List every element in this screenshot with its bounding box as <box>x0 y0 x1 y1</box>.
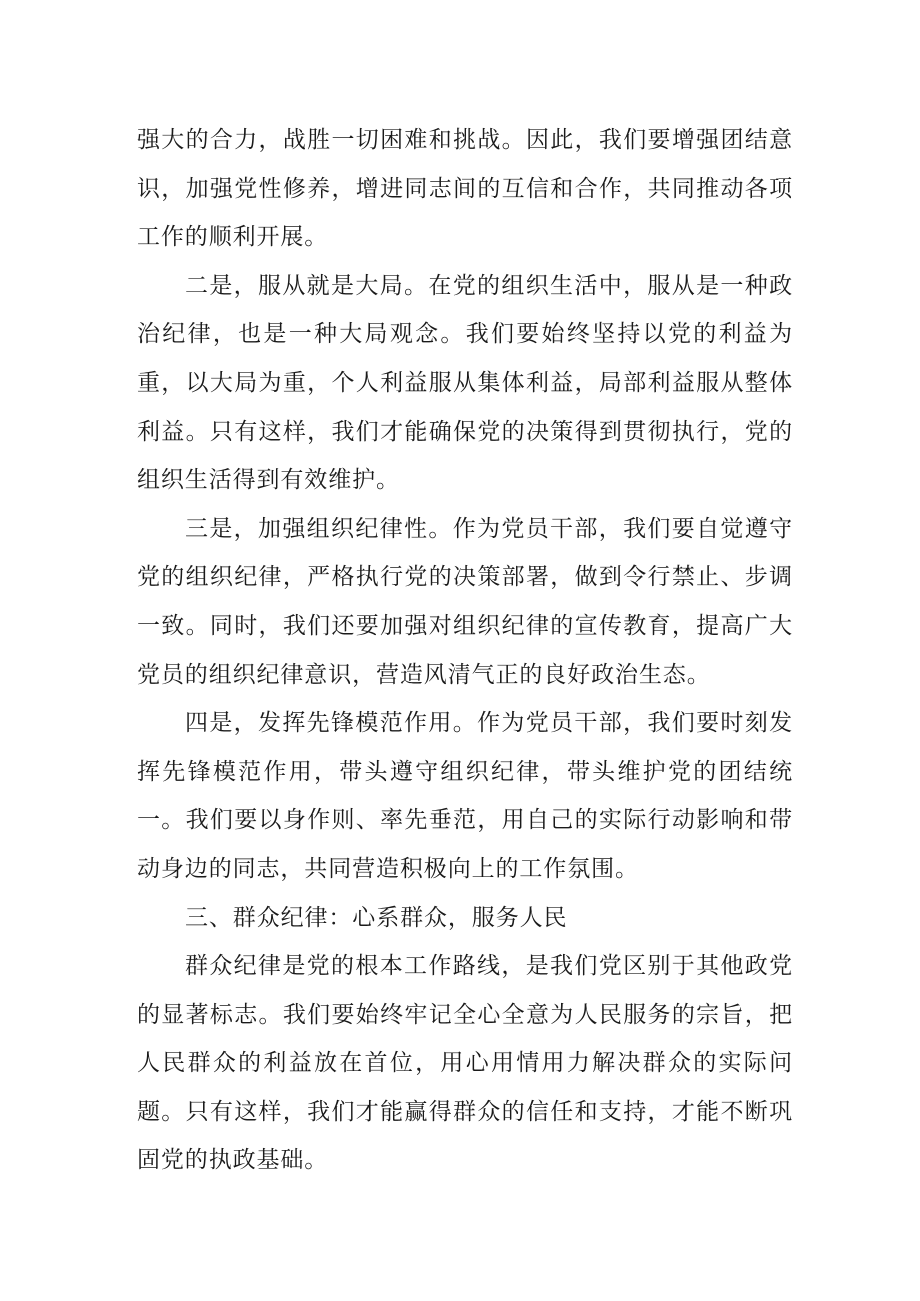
paragraph-continuation: 强大的合力，战胜一切困难和挑战。因此，我们要增强团结意识，加强党性修养，增进同志间的互信和合作，共同推动各项工作的顺利开展。 <box>137 127 793 251</box>
paragraph-point-two: 二是，服从就是大局。在党的组织生活中，服从是一种政治纪律，也是一种大局观念。我们要始终坚持以党的利益为重，以大局为重，个人利益服从集体利益，局部利益服从整体利益。只有这样，我们才能确保党的决策得到贯彻执行，党的组织生活得到有效维护。 <box>137 272 793 494</box>
paragraph-point-three: 三是，加强组织纪律性。作为党员干部，我们要自觉遵守党的组织纪律，严格执行党的决策部署，做到令行禁止、步调一致。同时，我们还要加强对组织纪律的宣传教育，提高广大党员的组织纪律意识，营造风清气正的良好政治生态。 <box>137 515 793 688</box>
document-body <box>137 116 793 1185</box>
paragraph-point-four: 四是，发挥先锋模范作用。作为党员干部，我们要时刻发挥先锋模范作用，带头遵守组织纪律，带头维护党的团结统一。我们要以身作则、率先垂范，用自己的实际行动影响和带动身边的同志，共同营造积极向上的工作氛围。 <box>137 710 793 882</box>
section-heading: 三、群众纪律：心系群众，服务人民 <box>185 904 568 931</box>
section-paragraph: 群众纪律是党的根本工作路线，是我们党区别于其他政党的显著标志。我们要始终牢记全心全意为人民服务的宗旨，把人民群众的利益放在首位，用心用情用力解决群众的实际问题。只有这样，我们才能赢得群众的信任和支持，才能不断巩固党的执政基础。 <box>137 953 793 1174</box>
